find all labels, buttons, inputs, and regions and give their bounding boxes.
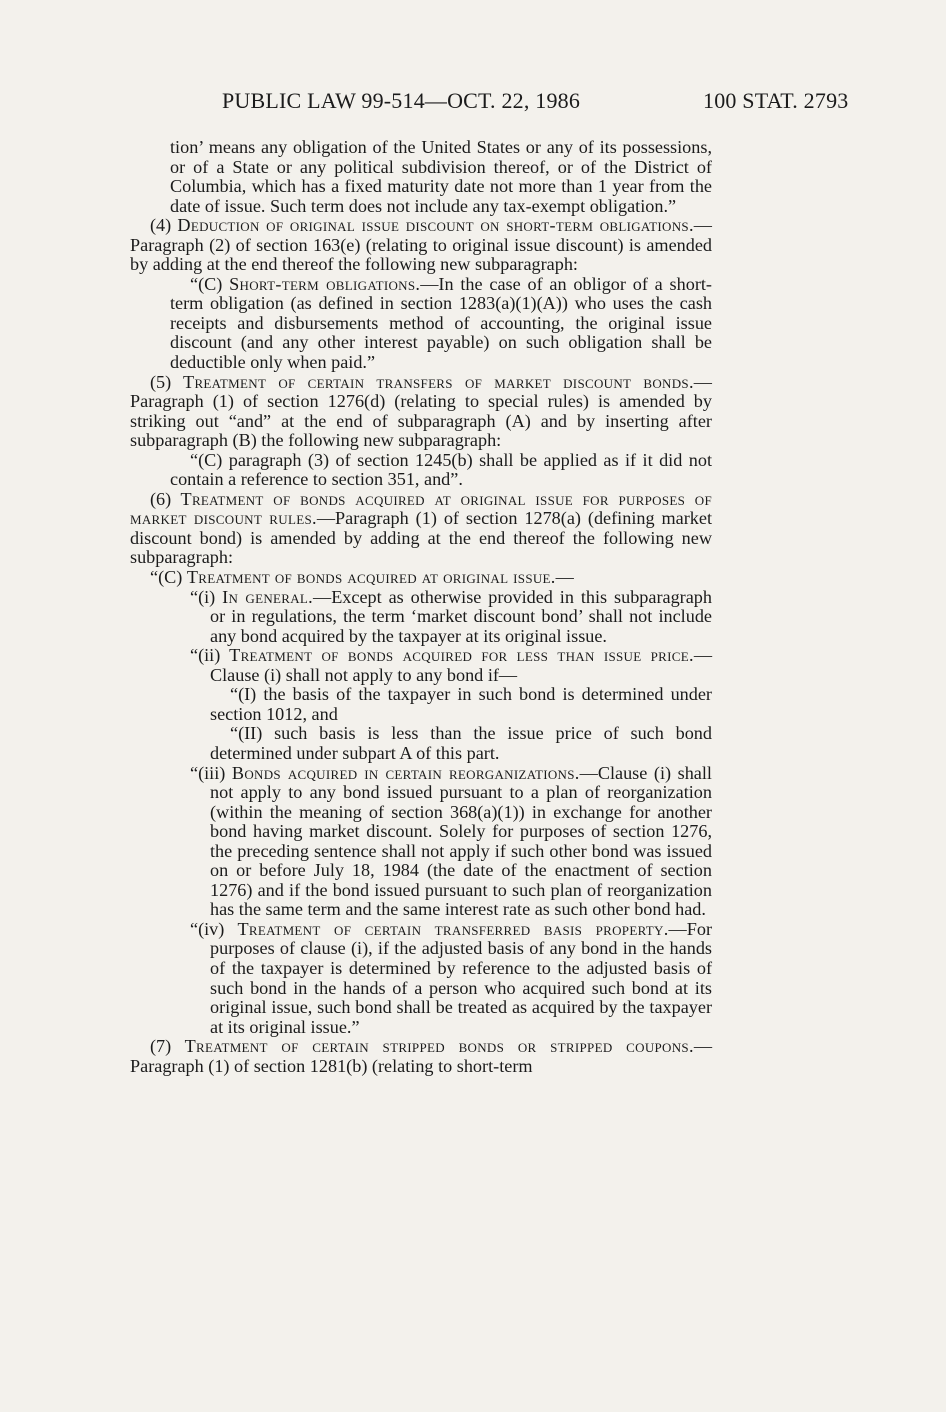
subclause-i: “(I) the basis of the taxpayer in such bond is determined under section 1012, and bbox=[210, 684, 712, 724]
clause-ii bbox=[190, 645, 713, 685]
paragraph-heading: Treatment of bonds acquired for less than issue price. bbox=[229, 645, 694, 666]
paragraph-number: “(C) bbox=[190, 273, 230, 294]
page-header bbox=[0, 88, 946, 118]
paragraph-heading: Treatment of certain transferred basis property. bbox=[237, 918, 669, 939]
paragraph-text: —Paragraph (1) of section 1276(d) (relating to special rules) is amended by striking out “and” at the end of subparagraph (A) and by inserting after subparagraph (B) the following new subparagraph: bbox=[130, 371, 712, 451]
subparagraph-c-short-term bbox=[170, 275, 712, 373]
header-title: PUBLIC LAW 99-514—OCT. 22, 1986 bbox=[222, 88, 581, 113]
paragraph-heading: Treatment of certain transfers of market discount bonds. bbox=[183, 371, 694, 392]
paragraph-6 bbox=[130, 490, 712, 568]
subparagraph-c-section-1245: “(C) paragraph (3) of section 1245(b) shall be applied as if it did not contain a reference to section 351, and”. bbox=[170, 449, 712, 490]
subparagraph-c-original-issue bbox=[130, 568, 712, 588]
paragraph-number: “(C) bbox=[150, 567, 187, 588]
paragraph-text: —Paragraph (1) of section 1281(b) (relating to short-term bbox=[130, 1036, 712, 1076]
paragraph-number: “(iv) bbox=[190, 918, 238, 939]
paragraph-number: (5) bbox=[150, 371, 184, 392]
paragraph-heading: Treatment of certain stripped bonds or stripped coupons. bbox=[184, 1036, 694, 1057]
paragraph-text: —In the case of an obligor of a short-term obligation (as defined in section 1283(a)(1)(A)) who uses the cash receipts and disbursements method of accounting, the original issue discount (and any other interest payable) on such obligation shall be deductible only when paid.” bbox=[170, 273, 712, 373]
paragraph-heading: Treatment of bonds acquired at original issue for purposes of market discount rules. bbox=[130, 488, 712, 529]
clause-iv bbox=[190, 918, 712, 1037]
paragraph-number: “(ii) bbox=[190, 645, 230, 666]
paragraph-text: —Clause (i) shall not apply to any bond if— bbox=[210, 645, 713, 685]
paragraph-number: (6) bbox=[150, 488, 181, 509]
paragraph-number: (7) bbox=[150, 1036, 185, 1057]
paragraph-heading: Bonds acquired in certain reorganizations. bbox=[231, 762, 580, 783]
paragraph-7 bbox=[130, 1037, 712, 1076]
paragraph-text: — bbox=[555, 567, 574, 588]
paragraph-text: —Paragraph (2) of section 163(e) (relating to original issue discount) is amended by adding at the end thereof the following new subparagraph: bbox=[130, 215, 712, 275]
subclause-ii: “(II) such basis is less than the issue price of such bond determined under subpart A of this part. bbox=[210, 723, 712, 763]
paragraph-heading: Deduction of original issue discount on short-term obligations. bbox=[177, 215, 694, 236]
paragraph-continuation: tion’ means any obligation of the United States or any of its possessions, or of a State or any political subdivision thereof, or of the District of Columbia, which has a fixed maturity date not more than 1 year from the date of issue. Such term does not include any tax-exempt obligation.” bbox=[170, 137, 712, 216]
clause-i bbox=[190, 586, 712, 647]
paragraph-text: —Paragraph (1) of section 1278(a) (defining market discount bond) is amended by adding at the end thereof the following new subparagraph: bbox=[130, 508, 712, 568]
clause-iii bbox=[190, 762, 712, 920]
paragraph-number: “(iii) bbox=[190, 762, 232, 783]
paragraph-heading: Treatment of bonds acquired at original issue. bbox=[186, 567, 556, 588]
header-stat-citation: 100 STAT. 2793 bbox=[703, 88, 849, 113]
paragraph-text: —For purposes of clause (i), if the adjusted basis of any bond in the hands of the taxpayer is determined by reference to the adjusted basis of such bond in the hands of a person who acquired such bond at its original issue, such bond shall be treated as acquired by the taxpayer at its original issue.” bbox=[210, 918, 712, 1037]
paragraph-heading: In general. bbox=[222, 586, 313, 607]
document-body bbox=[130, 138, 712, 1076]
paragraph-number: (4) bbox=[150, 215, 178, 236]
paragraph-text: —Except as otherwise provided in this subparagraph or in regulations, the term ‘market discount bond’ shall not include any bond acquired by the taxpayer at its original issue. bbox=[210, 586, 712, 646]
paragraph-text: —Clause (i) shall not apply to any bond issued pursuant to a plan of reorganization (within the meaning of section 368(a)(1)) in exchange for another bond having market discount. Solely for purposes of section 1276, the preceding sentence shall not apply if such other bond was issued on or before July 18, 1984 (the date of the enactment of section 1276) and if the bond issued pursuant to such plan of reorganization has the same term and the same interest rate as such other bond had. bbox=[210, 762, 712, 920]
paragraph-number: “(i) bbox=[190, 586, 223, 607]
paragraph-5 bbox=[130, 373, 712, 451]
paragraph-4 bbox=[130, 216, 712, 275]
paragraph-heading: Short-term obligations. bbox=[229, 273, 421, 294]
